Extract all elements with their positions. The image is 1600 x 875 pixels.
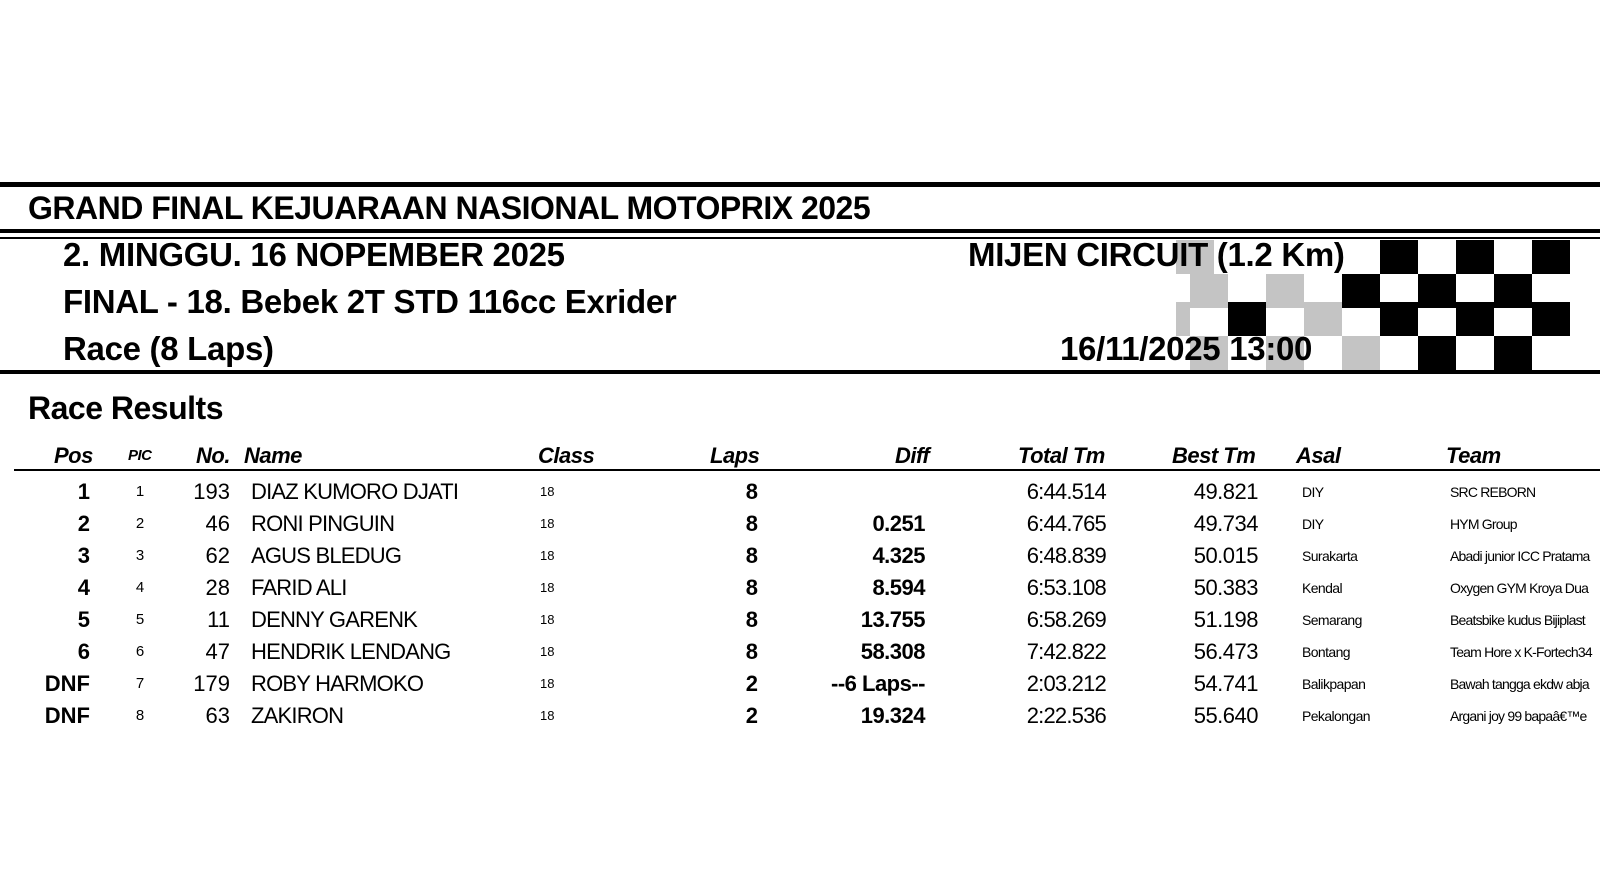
team: HYM Group — [1450, 516, 1517, 532]
best-time: 49.734 — [1193, 511, 1258, 536]
total-time: 6:44.514 — [1026, 479, 1106, 504]
pos: 5 — [77, 607, 90, 632]
team: Bawah tangga ekdw abja — [1450, 676, 1589, 692]
origin: DIY — [1302, 516, 1324, 532]
class: 18 — [540, 612, 555, 627]
race-number: 47 — [205, 639, 230, 664]
rider-name: AGUS BLEDUG — [251, 543, 402, 568]
col-laps: Laps — [710, 443, 760, 468]
diff: 19.324 — [860, 703, 925, 728]
table-row — [0, 668, 1600, 700]
total-time: 2:03.212 — [1026, 671, 1106, 696]
race-number: 63 — [205, 703, 230, 728]
pic: 1 — [135, 483, 145, 500]
pic: 4 — [135, 579, 145, 596]
rider-name: FARID ALI — [251, 575, 347, 600]
race-number: 179 — [193, 671, 230, 696]
origin: Pekalongan — [1302, 708, 1370, 724]
pos: 1 — [77, 479, 90, 504]
total-time: 2:22.536 — [1026, 703, 1106, 728]
rider-name: RONI PINGUIN — [251, 511, 395, 536]
rider-name: ROBY HARMOKO — [251, 671, 424, 696]
pic: 3 — [135, 547, 145, 564]
total-time: 6:44.765 — [1026, 511, 1106, 536]
laps: 2 — [745, 703, 758, 728]
col-best: Best Tm — [1172, 443, 1256, 468]
laps: 8 — [745, 639, 758, 664]
session-name: FINAL - 18. Bebek 2T STD 116cc Exrider — [63, 283, 677, 320]
team: Abadi junior ICC Pratama — [1450, 548, 1590, 564]
pic: 2 — [135, 515, 145, 532]
team: Argani joy 99 bapaâ€™e — [1450, 708, 1587, 724]
origin: Balikpapan — [1302, 676, 1366, 692]
pos: 3 — [77, 543, 90, 568]
laps: 8 — [745, 543, 758, 568]
laps: 8 — [745, 479, 758, 504]
class: 18 — [540, 516, 555, 531]
table-row — [0, 476, 1600, 508]
rider-name: DIAZ KUMORO DJATI — [251, 479, 459, 504]
race-number: 46 — [205, 511, 230, 536]
col-diff: Diff — [895, 443, 930, 468]
diff: 4.325 — [872, 543, 925, 568]
diff: --6 Laps-- — [831, 671, 925, 696]
section-title: Race Results — [28, 390, 223, 426]
col-no: No. — [196, 443, 230, 468]
diff: 8.594 — [872, 575, 925, 600]
best-time: 54.741 — [1193, 671, 1258, 696]
title-rule — [0, 229, 1600, 233]
table-row — [0, 572, 1600, 604]
team: Beatsbike kudus Bijiplast — [1450, 612, 1585, 628]
class: 18 — [540, 708, 555, 723]
col-team: Team — [1446, 443, 1501, 468]
event-title: GRAND FINAL KEJUARAAN NASIONAL MOTOPRIX 2025 — [28, 190, 871, 226]
table-row — [0, 508, 1600, 540]
race-laps: Race (8 Laps) — [63, 330, 274, 367]
laps: 8 — [745, 607, 758, 632]
pic: 8 — [135, 707, 145, 724]
team: Team Hore x K-Fortech34 — [1450, 644, 1592, 660]
class: 18 — [540, 548, 555, 563]
pos: DNF — [44, 671, 90, 696]
rider-name: HENDRIK LENDANG — [251, 639, 451, 664]
pic: 5 — [135, 611, 145, 628]
pos: DNF — [44, 703, 90, 728]
total-time: 6:48.839 — [1026, 543, 1106, 568]
total-time: 7:42.822 — [1026, 639, 1106, 664]
table-row — [0, 604, 1600, 636]
best-time: 50.383 — [1193, 575, 1258, 600]
pos: 2 — [77, 511, 90, 536]
round-date: 2. MINGGU. 16 NOPEMBER 2025 — [63, 236, 565, 273]
best-time: 55.640 — [1193, 703, 1258, 728]
origin: Bontang — [1302, 644, 1350, 660]
pic: 6 — [135, 643, 145, 660]
class: 18 — [540, 644, 555, 659]
origin: DIY — [1302, 484, 1324, 500]
laps: 8 — [745, 511, 758, 536]
team: Oxygen GYM Kroya Dua — [1450, 580, 1589, 596]
table-row — [0, 636, 1600, 668]
origin: Kendal — [1302, 580, 1342, 596]
best-time: 56.473 — [1193, 639, 1258, 664]
header-underline — [14, 469, 1600, 471]
class: 18 — [540, 676, 555, 691]
origin: Surakarta — [1302, 548, 1358, 564]
laps: 2 — [745, 671, 758, 696]
race-number: 11 — [207, 607, 230, 632]
top-rule — [0, 182, 1600, 187]
total-time: 6:53.108 — [1026, 575, 1106, 600]
laps: 8 — [745, 575, 758, 600]
col-class: Class — [538, 443, 595, 468]
rider-name: DENNY GARENK — [251, 607, 418, 632]
rider-name: ZAKIRON — [251, 703, 344, 728]
best-time: 50.015 — [1193, 543, 1258, 568]
team: SRC REBORN — [1450, 484, 1536, 500]
pic: 7 — [135, 675, 145, 692]
diff: 0.251 — [872, 511, 925, 536]
race-number: 62 — [205, 543, 230, 568]
origin: Semarang — [1302, 612, 1362, 628]
best-time: 51.198 — [1193, 607, 1258, 632]
diff: 13.755 — [860, 607, 925, 632]
table-row — [0, 700, 1600, 732]
pos: 4 — [77, 575, 90, 600]
col-asal: Asal — [1296, 443, 1341, 468]
race-number: 28 — [205, 575, 230, 600]
col-name: Name — [244, 443, 302, 468]
class: 18 — [540, 580, 555, 595]
race-number: 193 — [193, 479, 230, 504]
circuit-name: MIJEN CIRCUIT (1.2 Km) — [968, 236, 1345, 273]
best-time: 49.821 — [1193, 479, 1258, 504]
col-total: Total Tm — [1018, 443, 1105, 468]
table-row — [0, 540, 1600, 572]
diff: 58.308 — [860, 639, 925, 664]
col-pic: PIC — [128, 447, 152, 464]
class: 18 — [540, 484, 555, 499]
col-pos: Pos — [54, 443, 93, 468]
pos: 6 — [77, 639, 90, 664]
total-time: 6:58.269 — [1026, 607, 1106, 632]
race-datetime: 16/11/2025 13:00 — [1060, 330, 1313, 367]
